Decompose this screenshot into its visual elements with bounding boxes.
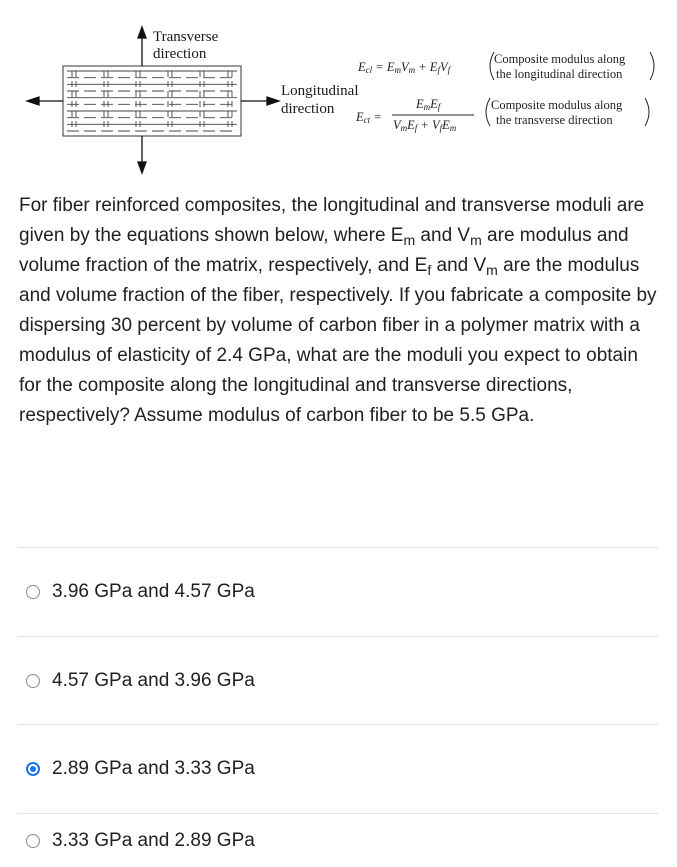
note-transverse bbox=[486, 98, 649, 127]
transverse-label-line2: direction bbox=[153, 46, 207, 62]
answer-option-label: 3.96 GPa and 4.57 GPa bbox=[52, 580, 255, 602]
answer-option-3[interactable] bbox=[18, 724, 658, 812]
composite-block bbox=[63, 66, 241, 136]
equation-transverse-denominator: VmEf + VfEm bbox=[393, 118, 457, 133]
note-longitudinal bbox=[490, 52, 654, 81]
answer-option-label: 3.33 GPa and 2.89 GPa bbox=[52, 829, 255, 851]
equation-transverse-numerator: EmEf bbox=[416, 97, 441, 112]
longitudinal-label-line2: direction bbox=[281, 101, 335, 117]
answer-option-4[interactable] bbox=[18, 813, 658, 867]
radio-button[interactable] bbox=[26, 834, 40, 848]
longitudinal-label-line1: Longitudinal bbox=[281, 83, 359, 99]
answer-option-label: 2.89 GPa and 3.33 GPa bbox=[52, 757, 255, 779]
question-text: For fiber reinforced composites, the longitudinal and transverse moduli are given by the equations shown below, where $E_m$ and $V_m$ are modulus and volume fraction of the matrix, respectively, and $E_f$ and $V_m$ are the modulus and volume fraction of the fiber, respectively. If you fabricate a composite by dispersing 30 percent by volume of carbon fiber in a polymer matrix with a modulus of elasticity of 2.4 GPa, what are the moduli you expect to obtain for the composite along the longitudinal and transverse directions, respectively? Assume modulus of carbon fiber to be 5.5 GPa. bbox=[19, 195, 657, 426]
note-transverse-line2: the transverse direction bbox=[496, 113, 613, 127]
composite-diagram bbox=[0, 0, 677, 180]
equation-longitudinal: Ecl = EmVm + EfVf bbox=[358, 60, 451, 75]
answer-option-2[interactable] bbox=[18, 636, 658, 724]
equation-transverse-lhs: Ect = bbox=[356, 110, 382, 125]
note-transverse-line1: Composite modulus along bbox=[491, 98, 623, 112]
radio-button[interactable] bbox=[26, 762, 40, 776]
answer-option-1[interactable] bbox=[18, 547, 658, 635]
radio-button[interactable] bbox=[26, 585, 40, 599]
radio-button[interactable] bbox=[26, 674, 40, 688]
answer-option-label: 4.57 GPa and 3.96 GPa bbox=[52, 669, 255, 691]
transverse-label-line1: Transverse bbox=[153, 29, 219, 45]
note-longitudinal-line2: the longitudinal direction bbox=[496, 67, 623, 81]
note-longitudinal-line1: Composite modulus along bbox=[494, 52, 626, 66]
